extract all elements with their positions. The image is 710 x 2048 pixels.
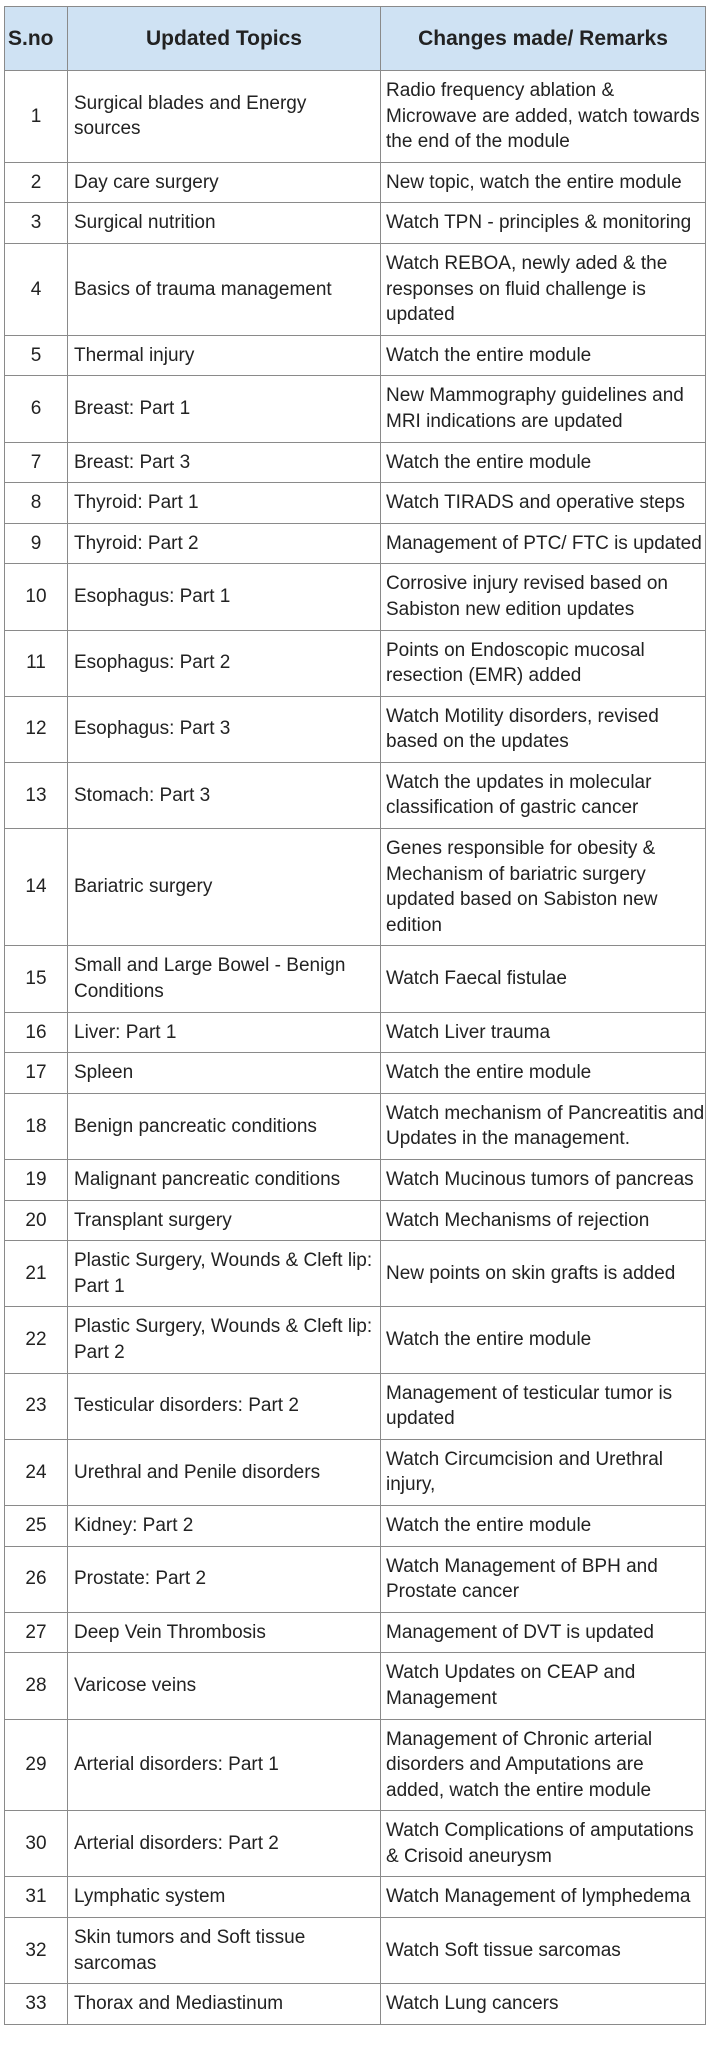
remark-cell: Watch Lung cancers xyxy=(381,1984,706,2025)
remark-cell: Watch mechanism of Pancreatitis and Updates in the management. xyxy=(381,1093,706,1159)
table-row xyxy=(5,1053,706,1094)
table-row xyxy=(5,1505,706,1546)
remark-cell: Genes responsible for obesity & Mechanism of bariatric surgery updated based on Sabiston new edition xyxy=(381,829,706,946)
table-row xyxy=(5,1918,706,1984)
remark-cell: Watch TIRADS and operative steps xyxy=(381,483,706,524)
remark-cell: Watch the entire module xyxy=(381,442,706,483)
remark-cell: Management of PTC/ FTC is updated xyxy=(381,523,706,564)
topic-cell: Small and Large Bowel - Benign Conditions xyxy=(68,946,381,1012)
sno-cell: 27 xyxy=(5,1612,68,1653)
topic-cell: Surgical blades and Energy sources xyxy=(68,71,381,163)
sno-cell: 33 xyxy=(5,1984,68,2025)
remark-cell: Watch TPN - principles & monitoring xyxy=(381,203,706,244)
remark-cell: Watch the entire module xyxy=(381,1307,706,1373)
sno-cell: 13 xyxy=(5,762,68,828)
topic-cell: Varicose veins xyxy=(68,1653,381,1719)
sno-cell: 20 xyxy=(5,1200,68,1241)
updated-topics-table xyxy=(4,6,706,2025)
sno-cell: 18 xyxy=(5,1093,68,1159)
sno-cell: 32 xyxy=(5,1918,68,1984)
sno-cell: 21 xyxy=(5,1241,68,1307)
sno-cell: 2 xyxy=(5,162,68,203)
remark-cell: New Mammography guidelines and MRI indications are updated xyxy=(381,376,706,442)
table-row xyxy=(5,1546,706,1612)
remark-cell: Management of testicular tumor is updated xyxy=(381,1373,706,1439)
header-sno: S.no xyxy=(5,7,68,71)
topic-cell: Bariatric surgery xyxy=(68,829,381,946)
topic-cell: Thermal injury xyxy=(68,335,381,376)
sno-cell: 22 xyxy=(5,1307,68,1373)
table-row xyxy=(5,1612,706,1653)
sno-cell: 8 xyxy=(5,483,68,524)
table-row xyxy=(5,829,706,946)
remark-cell: Radio frequency ablation & Microwave are added, watch towards the end of the module xyxy=(381,71,706,163)
table-row xyxy=(5,376,706,442)
topic-cell: Transplant surgery xyxy=(68,1200,381,1241)
table-row xyxy=(5,1811,706,1877)
table-row xyxy=(5,203,706,244)
sno-cell: 3 xyxy=(5,203,68,244)
table-row xyxy=(5,162,706,203)
remark-cell: Watch the entire module xyxy=(381,1053,706,1094)
topic-cell: Kidney: Part 2 xyxy=(68,1505,381,1546)
table-row xyxy=(5,1984,706,2025)
remark-cell: Watch Soft tissue sarcomas xyxy=(381,1918,706,1984)
remark-cell: Watch the updates in molecular classification of gastric cancer xyxy=(381,762,706,828)
sno-cell: 12 xyxy=(5,696,68,762)
sno-cell: 10 xyxy=(5,564,68,630)
remark-cell: Watch the entire module xyxy=(381,1505,706,1546)
table-row xyxy=(5,71,706,163)
remark-cell: Watch REBOA, newly aded & the responses on fluid challenge is updated xyxy=(381,243,706,335)
table-row xyxy=(5,1160,706,1201)
topic-cell: Thyroid: Part 1 xyxy=(68,483,381,524)
table-header-row xyxy=(5,7,706,71)
topic-cell: Stomach: Part 3 xyxy=(68,762,381,828)
topic-cell: Arterial disorders: Part 1 xyxy=(68,1719,381,1811)
remark-cell: Watch Liver trauma xyxy=(381,1012,706,1053)
table-row xyxy=(5,1877,706,1918)
remark-cell: Corrosive injury revised based on Sabiston new edition updates xyxy=(381,564,706,630)
remark-cell: Watch Updates on CEAP and Management xyxy=(381,1653,706,1719)
topic-cell: Day care surgery xyxy=(68,162,381,203)
remark-cell: Watch Complications of amputations & Crisoid aneurysm xyxy=(381,1811,706,1877)
topic-cell: Malignant pancreatic conditions xyxy=(68,1160,381,1201)
remark-cell: New topic, watch the entire module xyxy=(381,162,706,203)
table-row xyxy=(5,523,706,564)
sno-cell: 24 xyxy=(5,1439,68,1505)
table-row xyxy=(5,1200,706,1241)
topic-cell: Testicular disorders: Part 2 xyxy=(68,1373,381,1439)
table-row xyxy=(5,1439,706,1505)
sno-cell: 5 xyxy=(5,335,68,376)
remark-cell: Management of DVT is updated xyxy=(381,1612,706,1653)
table-row xyxy=(5,1653,706,1719)
sno-cell: 25 xyxy=(5,1505,68,1546)
table-body xyxy=(5,71,706,2025)
sno-cell: 15 xyxy=(5,946,68,1012)
remark-cell: Watch Management of lymphedema xyxy=(381,1877,706,1918)
table-row xyxy=(5,1719,706,1811)
sno-cell: 14 xyxy=(5,829,68,946)
topic-cell: Plastic Surgery, Wounds & Cleft lip: Part 2 xyxy=(68,1307,381,1373)
sno-cell: 16 xyxy=(5,1012,68,1053)
sno-cell: 29 xyxy=(5,1719,68,1811)
topic-cell: Plastic Surgery, Wounds & Cleft lip: Part 1 xyxy=(68,1241,381,1307)
sno-cell: 4 xyxy=(5,243,68,335)
topic-cell: Thyroid: Part 2 xyxy=(68,523,381,564)
table-row xyxy=(5,442,706,483)
remark-cell: Watch Faecal fistulae xyxy=(381,946,706,1012)
remark-cell: Watch Motility disorders, revised based on the updates xyxy=(381,696,706,762)
topic-cell: Urethral and Penile disorders xyxy=(68,1439,381,1505)
topic-cell: Deep Vein Thrombosis xyxy=(68,1612,381,1653)
table-row xyxy=(5,1373,706,1439)
sno-cell: 19 xyxy=(5,1160,68,1201)
sno-cell: 6 xyxy=(5,376,68,442)
sno-cell: 26 xyxy=(5,1546,68,1612)
topic-cell: Arterial disorders: Part 2 xyxy=(68,1811,381,1877)
topic-cell: Prostate: Part 2 xyxy=(68,1546,381,1612)
table-row xyxy=(5,762,706,828)
table-row xyxy=(5,696,706,762)
sno-cell: 11 xyxy=(5,630,68,696)
topic-cell: Skin tumors and Soft tissue sarcomas xyxy=(68,1918,381,1984)
topic-cell: Spleen xyxy=(68,1053,381,1094)
remark-cell: Management of Chronic arterial disorders and Amputations are added, watch the entire module xyxy=(381,1719,706,1811)
topic-cell: Surgical nutrition xyxy=(68,203,381,244)
topic-cell: Liver: Part 1 xyxy=(68,1012,381,1053)
table-row xyxy=(5,335,706,376)
remark-cell: Watch Mechanisms of rejection xyxy=(381,1200,706,1241)
sno-cell: 7 xyxy=(5,442,68,483)
topic-cell: Benign pancreatic conditions xyxy=(68,1093,381,1159)
remark-cell: New points on skin grafts is added xyxy=(381,1241,706,1307)
remark-cell: Watch Circumcision and Urethral injury, xyxy=(381,1439,706,1505)
table-row xyxy=(5,564,706,630)
sno-cell: 9 xyxy=(5,523,68,564)
topic-cell: Thorax and Mediastinum xyxy=(68,1984,381,2025)
header-updated-topics: Updated Topics xyxy=(68,7,381,71)
topic-cell: Esophagus: Part 2 xyxy=(68,630,381,696)
table-row xyxy=(5,630,706,696)
topic-cell: Esophagus: Part 1 xyxy=(68,564,381,630)
table-row xyxy=(5,1093,706,1159)
sno-cell: 30 xyxy=(5,1811,68,1877)
sno-cell: 17 xyxy=(5,1053,68,1094)
table-row xyxy=(5,1307,706,1373)
remark-cell: Watch Mucinous tumors of pancreas xyxy=(381,1160,706,1201)
topic-cell: Esophagus: Part 3 xyxy=(68,696,381,762)
table-row xyxy=(5,946,706,1012)
table-row xyxy=(5,1241,706,1307)
topic-cell: Breast: Part 3 xyxy=(68,442,381,483)
header-changes-remarks: Changes made/ Remarks xyxy=(381,7,706,71)
sno-cell: 1 xyxy=(5,71,68,163)
table-row xyxy=(5,1012,706,1053)
remark-cell: Points on Endoscopic mucosal resection (EMR) added xyxy=(381,630,706,696)
table-row xyxy=(5,483,706,524)
updates-table-container xyxy=(4,6,705,2025)
sno-cell: 23 xyxy=(5,1373,68,1439)
table-row xyxy=(5,243,706,335)
remark-cell: Watch Management of BPH and Prostate cancer xyxy=(381,1546,706,1612)
remark-cell: Watch the entire module xyxy=(381,335,706,376)
topic-cell: Lymphatic system xyxy=(68,1877,381,1918)
sno-cell: 31 xyxy=(5,1877,68,1918)
topic-cell: Basics of trauma management xyxy=(68,243,381,335)
sno-cell: 28 xyxy=(5,1653,68,1719)
topic-cell: Breast: Part 1 xyxy=(68,376,381,442)
